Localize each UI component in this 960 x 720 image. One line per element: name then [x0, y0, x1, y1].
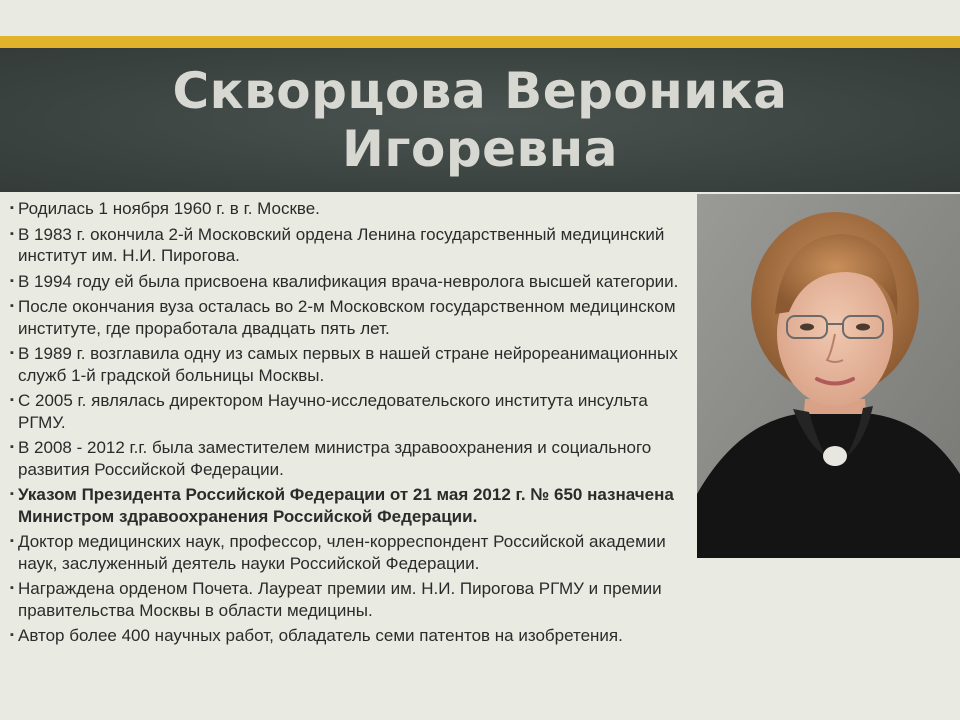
bullet-square-icon: ▪ — [10, 535, 14, 547]
bullet-item — [10, 296, 682, 339]
bullet-text: Автор более 400 научных работ, обладатель семи патентов на изобретения. — [18, 626, 623, 645]
bullet-text: Награждена орденом Почета. Лауреат премии им. Н.И. Пирогова РГМУ и премии правительства Москвы в области медицины. — [18, 579, 662, 620]
bullet-text: Указом Президента Российской Федерации от 21 мая 2012 г. № 650 назначена Министром здравоохранения Российской Федерации. — [18, 485, 674, 526]
portrait-illustration — [697, 194, 960, 558]
slide-title — [172, 62, 787, 178]
title-band — [0, 48, 960, 192]
bullet-item — [10, 224, 682, 267]
slide-title-line-2: Игоревна — [342, 120, 618, 178]
portrait-photo — [697, 194, 960, 558]
bullet-item — [10, 390, 682, 433]
bullet-square-icon: ▪ — [10, 629, 14, 641]
bullet-square-icon: ▪ — [10, 582, 14, 594]
bullet-item — [10, 437, 682, 480]
bullet-text: Родилась 1 ноября 1960 г. в г. Москве. — [18, 199, 320, 218]
bullet-text: С 2005 г. являлась директором Научно-исследовательского института инсульта РГМУ. — [18, 391, 648, 432]
bullet-square-icon: ▪ — [10, 488, 14, 500]
bullet-text: После окончания вуза осталась во 2-м Московском государственном медицинском институте, где проработала двадцать пять лет. — [18, 297, 676, 338]
bullet-square-icon: ▪ — [10, 300, 14, 312]
accent-bar — [0, 36, 960, 48]
bullet-square-icon: ▪ — [10, 202, 14, 214]
bullet-text: В 1989 г. возглавила одну из самых первых в нашей стране нейрореанимационных служб 1-й градской больницы Москвы. — [18, 344, 678, 385]
bullet-square-icon: ▪ — [10, 227, 14, 240]
bullet-item — [10, 578, 682, 621]
bullet-item — [10, 531, 682, 574]
bullet-item — [10, 484, 682, 527]
bullet-item — [10, 343, 682, 386]
bullet-square-icon: ▪ — [10, 441, 14, 453]
bullet-square-icon: ▪ — [10, 394, 14, 406]
bullet-item — [10, 625, 682, 647]
bullet-item — [10, 198, 682, 220]
bullet-item — [10, 271, 682, 293]
bullet-text: В 2008 - 2012 г.г. была заместителем министра здравоохранения и социального развития Российской Федерации. — [18, 438, 652, 479]
top-strip — [0, 0, 960, 36]
slide-title-line-1: Скворцова Вероника — [172, 62, 788, 120]
bullet-list — [10, 198, 682, 651]
bullet-text: Доктор медицинских наук, профессор, член-корреспондент Российской академии наук, заслуженный деятель науки Российской Федерации. — [18, 532, 666, 573]
bullet-text: В 1994 году ей была присвоена квалификация врача-невролога высшей категории. — [18, 271, 679, 291]
bullet-square-icon: ▪ — [10, 347, 14, 359]
bullet-square-icon: ▪ — [10, 274, 14, 287]
bullet-text: В 1983 г. окончила 2-й Московский ордена Ленина государственный медицинский институт им. Н.И. Пирогова. — [18, 224, 665, 265]
